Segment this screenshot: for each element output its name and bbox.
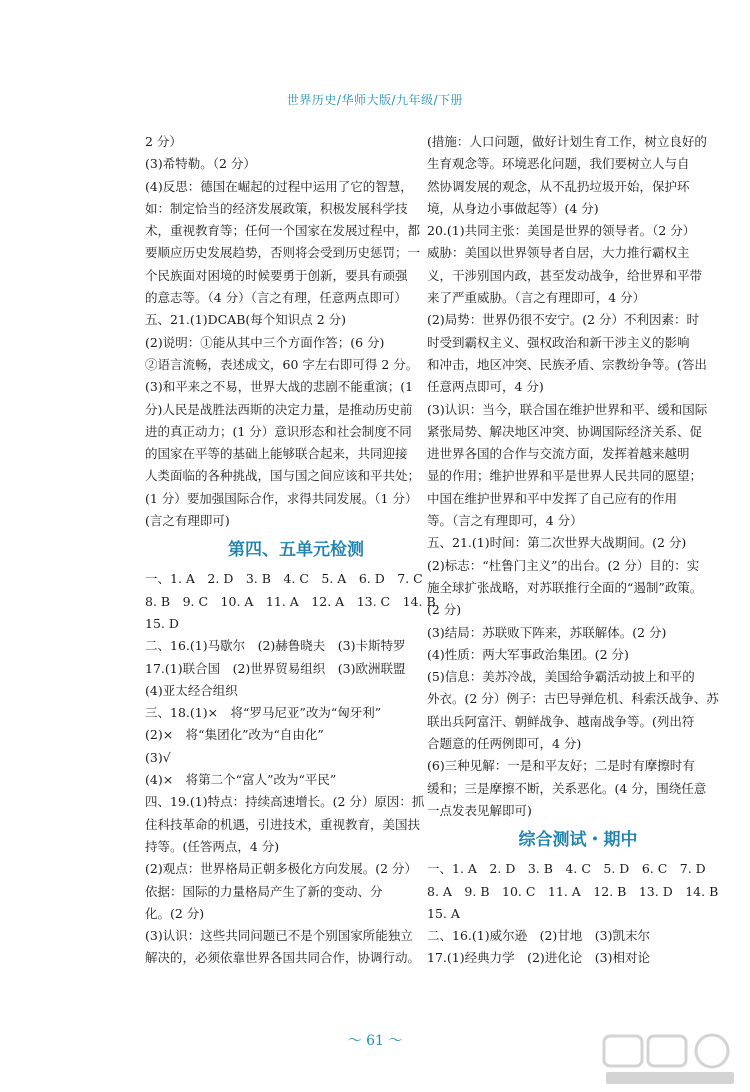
answer-line: 人类面临的各种挑战，国与国之间应该和平共处；	[145, 468, 421, 484]
answer-line: (4)反思：德国在崛起的过程中运用了它的智慧，	[145, 178, 413, 194]
answer-line: (3)希特勒。（2 分）	[145, 156, 256, 172]
answer-line: 8. B 9. C 10. A 11. A 12. A 13. C 14. B	[145, 593, 436, 609]
answer-line: (3)认识：这些共同问题已不是个别国家所能独立	[145, 928, 413, 944]
left-column	[145, 131, 447, 970]
right-column	[427, 131, 729, 970]
answer-line: 显的作用；维护世界和平是世界人民共同的愿望；	[427, 468, 703, 484]
answer-line: 20.(1)共同主张：美国是世界的领导者。（2 分）	[427, 223, 696, 239]
answer-line: (2 分)	[427, 602, 462, 618]
answer-line: 分)人民是战胜法西斯的决定力量，是推动历史前	[145, 401, 413, 417]
answer-line: (2)观点：世界格局正朝多极化方向发展。(2 分）	[145, 861, 418, 877]
answer-watermark-logo	[600, 1032, 740, 1088]
answer-line: 一、1. A 2. D 3. B 4. C 5. D 6. C 7. D	[427, 861, 706, 877]
answer-line: (2)标志：“杜鲁门主义”的出台。(2 分）目的：实	[427, 557, 700, 573]
answer-line: 进世界各国的合作与交流方面，发挥着越来越明	[427, 446, 690, 462]
answer-line: 如：制定恰当的经济发展政策，积极发展科学技	[145, 200, 408, 216]
answer-line: 来了严重威胁。（言之有理即可，4 分）	[427, 290, 646, 306]
answer-line: 住科技革命的机遇，引进技术，重视教育，美国扶	[145, 816, 421, 832]
answer-line: 8. A 9. B 10. C 11. A 12. B 13. D 14. B	[427, 883, 719, 899]
answer-line: 二、16.(1)威尔逊 (2)甘地 (3)凯末尔	[427, 928, 650, 944]
answer-line: ②语言流畅，表述成文，60 字左右即可得 2 分。	[145, 356, 419, 372]
answer-line: (4)× 将第二个“富人”改为“平民”	[145, 772, 337, 788]
answer-line: 依据：国际的力量格局产生了新的变动、分	[145, 883, 383, 899]
answer-line: 境，从身边小事做起等）(4 分)	[427, 200, 599, 216]
answer-line: (3)和平来之不易，世界大战的悲剧不能重演；(1	[145, 379, 414, 395]
answer-line: 缓和；三是摩擦不断，关系恶化。(4 分，围绕任意	[427, 780, 707, 796]
answer-line: (4)亚太经合组织	[145, 682, 238, 698]
answer-line: 生育观念等。环境恶化问题，我们要树立人与自	[427, 156, 690, 172]
answer-line: (2)局势：世界仍很不安宁。(2 分）不利因素：时	[427, 312, 700, 328]
answer-line: 术，重视教育等；任何一个国家在发展过程中，都	[145, 223, 421, 239]
answer-line: 威胁：美国以世界领导者自居，大力推行霸权主	[427, 245, 690, 261]
answer-line: 任意两点即可，4 分)	[427, 379, 544, 395]
right-answers-part-2	[427, 858, 729, 969]
answer-line: 15. A	[427, 905, 460, 921]
answer-line: (1 分）要加强国际合作，求得共同发展。（1 分）	[145, 490, 418, 506]
answer-line: 化。(2 分)	[145, 905, 205, 921]
section-heading-units-4-5: 第四、五单元检测	[228, 540, 364, 561]
right-answers-part-1	[427, 131, 729, 822]
answer-line: (2)说明：①能从其中三个方面作答；(6 分)	[145, 334, 385, 350]
answer-line: 的意志等。（4 分）（言之有理，任意两点即可）	[145, 290, 407, 306]
answer-line: 一点发表见解即可)	[427, 802, 532, 818]
left-answers-part-1	[145, 131, 447, 532]
answer-line: 等。（言之有理即可，4 分）	[427, 513, 583, 529]
answer-line: 施全球扩张战略，对苏联推行全面的“遏制”政策。	[427, 579, 703, 595]
answer-line: 解决的，必须依靠世界各国共同合作，协调行动。	[145, 950, 421, 966]
answer-line: 17.(1)经典力学 (2)进化论 (3)相对论	[427, 950, 650, 966]
answer-line: 合题意的任两例即可，4 分)	[427, 736, 582, 752]
answer-line: 17.(1)联合国 (2)世界贸易组织 (3)欧洲联盟	[145, 660, 406, 676]
answer-line: 个民族面对困境的时候要勇于创新，要具有顽强	[145, 267, 408, 283]
answer-line: 然协调发展的观念，从不乱扔垃圾开始，保护环	[427, 178, 690, 194]
section-heading-midterm: 综合测试・期中	[518, 830, 638, 851]
answer-line: (6)三种见解：一是和平友好；二是时有摩擦时有	[427, 758, 695, 774]
answer-line: 外衣。(2 分）例子：古巴导弹危机、科索沃战争、苏	[427, 691, 719, 707]
answer-line: 一、1. A 2. D 3. B 4. C 5. A 6. D 7. C	[145, 571, 423, 587]
answer-line: 进的真正动力；(1 分）意识形态和社会制度不同	[145, 423, 412, 439]
answer-line: (2)× 将“集团化”改为“自由化”	[145, 727, 324, 743]
answer-line: 四、19.(1)特点：持续高速增长。(2 分）原因：抓	[145, 794, 425, 810]
answer-line: 中国在维护世界和平中发挥了自己应有的作用	[427, 490, 678, 506]
answer-line: (5)信息：美苏冷战，美国给争霸活动披上和平的	[427, 669, 695, 685]
answer-line: 时受到霸权主义、强权政治和新干涉主义的影响	[427, 334, 690, 350]
page-number: ～ 61 ～	[347, 1033, 403, 1049]
answer-line: (3)认识：当今，联合国在维护世界和平、缓和国际	[427, 401, 708, 417]
answer-line: 五、21.(1)时间：第二次世界大战期间。(2 分)	[427, 535, 687, 551]
answer-line: (措施：人口问题，做好计划生育工作，树立良好的	[427, 134, 707, 149]
answer-line: 2 分）	[145, 134, 182, 149]
left-answers-part-2	[145, 568, 447, 969]
answer-line: 紧张局势、解决地区冲突、协调国际经济关系、促	[427, 423, 703, 439]
answer-line: 义，干涉别国内政，甚至发动战争，给世界和平带	[427, 267, 703, 283]
answer-line: 要顺应历史发展趋势，否则将会受到历史惩罚；一	[145, 245, 421, 261]
answer-line: 三、18.(1)× 将“罗马尼亚”改为“匈牙利”	[145, 705, 382, 721]
answer-line: 和冲击，地区冲突、民族矛盾、宗教纷争等。(答出	[427, 356, 707, 372]
answer-line: 15. D	[145, 615, 179, 631]
answer-line: 联出兵阿富汗、朝鲜战争、越南战争等。(列出符	[427, 713, 695, 729]
answer-line: (3)√	[145, 749, 171, 765]
answer-line: (3)结局：苏联败下阵来，苏联解体。(2 分)	[427, 624, 667, 640]
answer-line: 五、21.(1)DCAB(每个知识点 2 分)	[145, 312, 347, 328]
answer-line: 二、16.(1)马歇尔 (2)赫鲁晓夫 (3)卡斯特罗	[145, 638, 406, 654]
answer-line: 持等。(任答两点，4 分)	[145, 838, 280, 854]
running-header: 世界历史/华师大版/九年级/下册	[286, 93, 464, 107]
answer-line: (4)性质：两大军事政治集团。(2 分)	[427, 646, 629, 662]
answer-line: 的国家在平等的基础上能够联合起来，共同迎接	[145, 446, 408, 462]
answer-line: (言之有理即可)	[145, 513, 230, 529]
